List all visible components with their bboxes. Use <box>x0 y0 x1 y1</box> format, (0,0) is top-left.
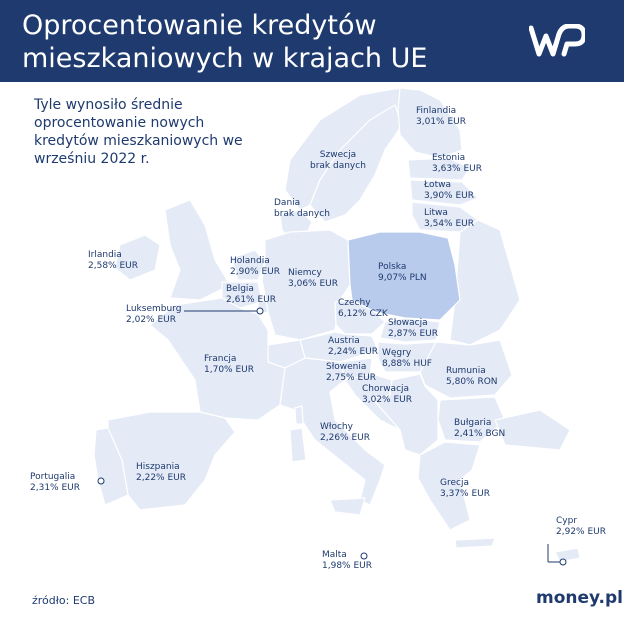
label-szwecja <box>310 150 366 172</box>
sardinia-shape <box>290 428 306 462</box>
country-name: Cypr <box>556 516 578 526</box>
country-name: Malta <box>322 550 347 560</box>
wp-logo-icon <box>529 24 585 58</box>
country-name: Włochy <box>320 422 353 432</box>
country-name: Niemcy <box>288 268 322 278</box>
label-grecja <box>440 478 490 500</box>
country-name: Finlandia <box>416 106 457 116</box>
country-name: Grecja <box>440 478 469 488</box>
label-portugalia <box>30 472 80 494</box>
cypr-marker <box>560 559 566 565</box>
country-value: 5,80% RON <box>446 377 498 387</box>
label-hiszpania <box>136 462 186 484</box>
label-polska <box>378 262 427 284</box>
country-value: 2,61% EUR <box>226 295 276 305</box>
header-banner <box>0 0 624 82</box>
source-note: źródło: ECB <box>32 594 96 607</box>
country-value: 2,24% EUR <box>328 347 378 357</box>
label-rumunia <box>446 366 498 388</box>
country-value: brak danych <box>274 209 330 219</box>
country-value: 3,90% EUR <box>424 191 474 201</box>
label-francja <box>204 354 254 376</box>
country-name: Litwa <box>424 208 448 218</box>
country-value: 3,54% EUR <box>424 219 474 229</box>
country-value: 1,70% EUR <box>204 365 254 375</box>
country-name: Chorwacja <box>362 384 410 394</box>
country-value: 3,63% EUR <box>432 164 482 174</box>
country-value: 3,37% EUR <box>440 489 490 499</box>
country-name: Francja <box>204 354 237 364</box>
country-name: Irlandia <box>88 250 122 260</box>
country-name: Polska <box>378 262 407 272</box>
country-name: Belgia <box>226 284 254 294</box>
country-name: Rumunia <box>446 366 486 376</box>
country-value: 2,26% EUR <box>320 433 370 443</box>
corsica-shape <box>295 406 303 424</box>
country-value: 2,92% EUR <box>556 527 606 537</box>
country-name: Luksemburg <box>126 304 182 314</box>
uk-shape <box>165 200 230 300</box>
turkey-shape <box>495 410 570 450</box>
label-dania <box>274 198 330 220</box>
label-cypr <box>556 516 606 538</box>
country-value: 2,22% EUR <box>136 473 186 483</box>
subtitle: Tyle wynosiło średnie oprocentowanie nowych kredytów mieszkaniowych we wrześniu 2022 r. <box>34 97 243 167</box>
country-value: 6,12% CZK <box>338 309 388 319</box>
country-name: Portugalia <box>30 472 76 482</box>
country-value: 2,90% EUR <box>230 267 280 277</box>
country-value: 2,87% EUR <box>388 329 438 339</box>
label-estonia <box>432 153 482 175</box>
country-name: Bułgaria <box>454 418 492 428</box>
label-finlandia <box>416 106 466 128</box>
label-bulgaria <box>454 418 505 440</box>
country-value: 2,41% BGN <box>454 429 506 439</box>
country-name: Słowenia <box>326 362 367 372</box>
country-value: 2,75% EUR <box>326 373 376 383</box>
luksemburg-marker <box>257 308 263 314</box>
country-value: 2,02% EUR <box>126 315 176 325</box>
country-name: Austria <box>328 336 360 346</box>
country-name: Szwecja <box>319 150 357 160</box>
country-name: Łotwa <box>424 180 451 190</box>
label-austria <box>328 336 378 358</box>
east-land-shape <box>450 220 520 345</box>
country-value: 8,88% HUF <box>382 359 432 369</box>
portugalia-marker <box>98 478 104 484</box>
label-irlandia <box>88 250 138 272</box>
country-value: 1,98% EUR <box>322 561 372 571</box>
country-name: Holandia <box>230 256 270 266</box>
country-value: 3,02% EUR <box>362 395 412 405</box>
label-wegry <box>382 348 432 370</box>
country-name: Słowacja <box>388 318 428 328</box>
label-wlochy <box>320 422 370 444</box>
label-niemcy <box>288 268 338 290</box>
country-name: Hiszpania <box>136 462 180 472</box>
country-value: 2,31% EUR <box>30 483 80 493</box>
label-litwa <box>424 208 474 230</box>
country-value: 9,07% PLN <box>378 273 427 283</box>
label-malta <box>322 550 372 572</box>
label-luksemburg <box>126 304 181 326</box>
label-czechy <box>338 298 388 320</box>
label-slowacja <box>388 318 438 340</box>
country-name: Dania <box>274 198 301 208</box>
country-value: 3,06% EUR <box>288 279 338 289</box>
country-name: Węgry <box>382 348 412 358</box>
label-holandia <box>230 256 280 278</box>
crete-shape <box>455 538 495 548</box>
brand-logo: money.pl <box>536 588 624 608</box>
country-name: Estonia <box>432 153 466 163</box>
country-value: 2,58% EUR <box>88 261 138 271</box>
sicily-shape <box>330 498 365 515</box>
country-name: Czechy <box>338 298 371 308</box>
page-title: Oprocentowanie kredytów mieszkaniowych w krajach UE <box>22 10 428 74</box>
region-cypr <box>555 548 580 562</box>
label-belgia <box>226 284 276 306</box>
country-value: 3,01% EUR <box>416 117 466 127</box>
label-slowenia <box>326 362 376 384</box>
label-lotwa <box>424 180 474 202</box>
label-chorwacja <box>362 384 412 406</box>
country-value: brak danych <box>310 161 366 171</box>
